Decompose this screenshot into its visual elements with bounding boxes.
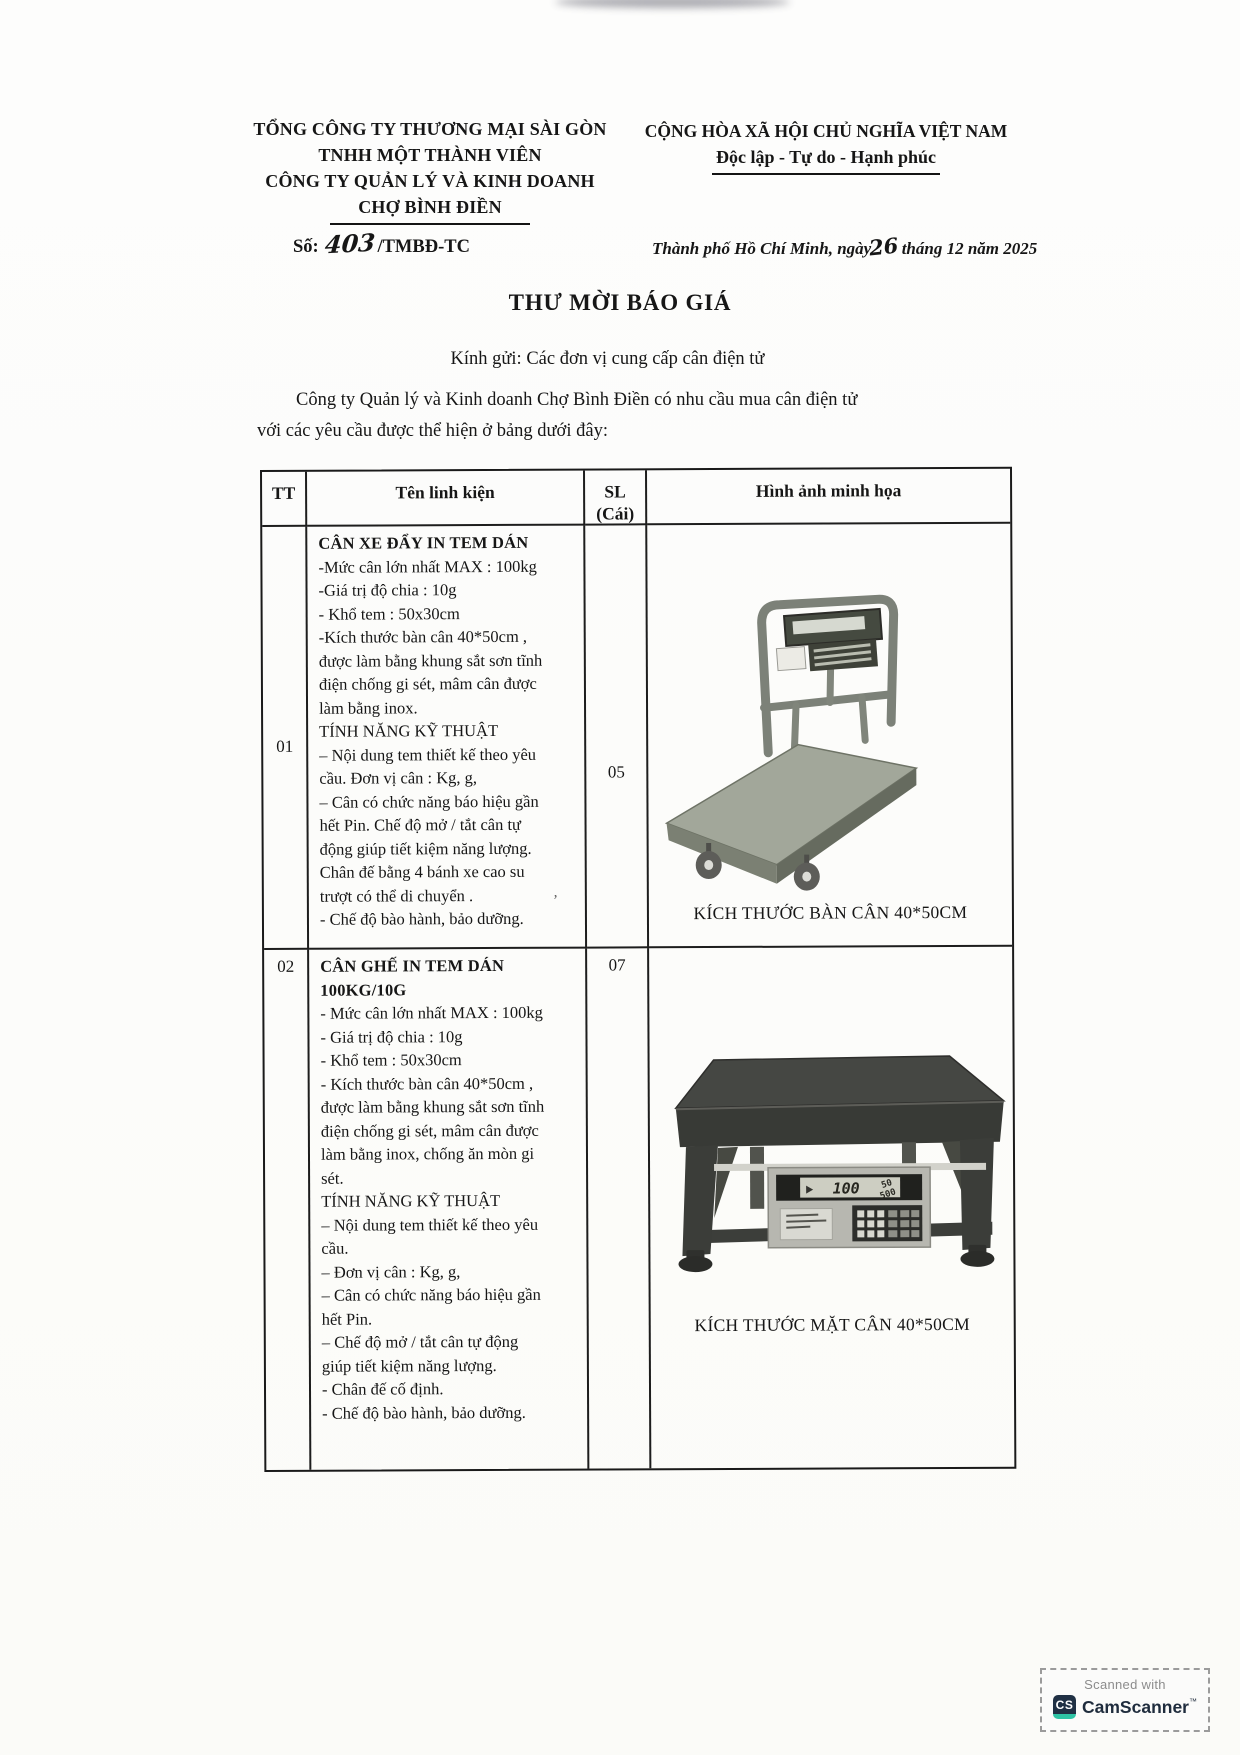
scanned-with-label: Scanned with	[1084, 1677, 1166, 1692]
col-header-qty-line2: (Cái)	[596, 503, 635, 524]
spec-table	[260, 467, 1016, 1472]
document-title: THƯ MỜI BÁO GIÁ	[508, 290, 732, 315]
svg-text:50: 50	[880, 1178, 894, 1191]
row2-image-cell	[649, 947, 1014, 1469]
camscanner-logo-icon: CS	[1053, 1695, 1076, 1719]
row1-qty: 05	[585, 525, 649, 948]
scan-artifact-tick: ʼ	[553, 893, 558, 909]
row2-tt: 02	[264, 950, 311, 1470]
camscanner-brand: CamScanner™	[1082, 1696, 1197, 1717]
dateline-handwritten-day: 26	[867, 232, 900, 261]
row2-qty: 07	[587, 948, 651, 1468]
doc-no-suffix: /TMBĐ-TC	[377, 237, 470, 257]
svg-text:500: 500	[878, 1187, 898, 1202]
scan-artifact-smudge	[555, 0, 790, 8]
row2-name-cell: CÂN GHẾ IN TEM DÁN 100KG/10G - Mức cân lớn nhất MAX : 100kg - Giá trị độ chia : 10g - Khổ tem : 50x30cm - Kích thước bàn cân 40*50cm , được làm bằng khung sắt sơn tĩnh điện chống gi sét, mâm cân được làm bằng inox, chống ăn mòn gi sét. TÍNH NĂNG KỸ THUẬT – Nội dung tem thiết kế theo yêu cầu. – Đơn vị cân : Kg, g, – Cân có chức năng báo hiệu gần hết Pin. – Chế độ mở / tắt cân tự động giúp tiết kiệm năng lượng. - Chân đế cố định. - Chế độ bào hành, bảo dưỡng.	[309, 949, 589, 1470]
greeting-line: Kính gửi: Các đơn vị cung cấp cân điện tử	[450, 349, 765, 369]
intro-line-2: với các yêu cầu được thể hiện ở bảng dưới đây:	[257, 421, 608, 441]
keypad-keys	[857, 1210, 884, 1237]
org-line-3: CÔNG TY QUẢN LÝ VÀ KINH DOANH	[265, 171, 595, 191]
document-number	[293, 229, 470, 258]
org-line-1: TỔNG CÔNG TY THƯƠNG MẠI SÀI GÒN	[253, 119, 607, 139]
org-line-4: CHỢ BÌNH ĐIỀN	[225, 194, 635, 225]
dateline	[652, 234, 1037, 259]
row1-name-cell: CÂN XE ĐẨY IN TEM DÁN -Mức cân lớn nhất MAX : 100kg -Giá trị độ chia : 10g - Khổ tem : 50x30cm -Kích thước bàn cân 40*50cm , được làm bằng khung sắt sơn tĩnh điện chống gi sét, mâm cân được làm bằng inox. TÍNH NĂNG KỸ THUẬT – Nội dung tem thiết kế theo yêu cầu. Đơn vị cân : Kg, g, – Cân có chức năng báo hiệu gần hết Pin. Chế độ mở / tắt cân tự động giúp tiết kiệm năng lượng. Chân đế bằng 4 bánh xe cao su trượt có thể di chuyển . - Chế độ bào hành, bảo dưỡng.	[307, 526, 587, 950]
col-header-qty	[585, 470, 647, 525]
doc-no-label: Số:	[293, 237, 319, 257]
col-header-qty-line1: SL	[604, 481, 626, 502]
dateline-post: tháng 12 năm 2025	[901, 239, 1038, 258]
row1-image-cell	[647, 524, 1012, 949]
trolley-scale-illustration	[648, 592, 1012, 894]
bench-scale-illustration	[650, 1047, 1014, 1289]
national-header-block	[640, 118, 1012, 175]
national-motto: Độc lập - Tự do - Hạnh phúc	[640, 144, 1012, 175]
doc-no-handwritten: 403	[324, 227, 377, 260]
org-block	[225, 116, 635, 225]
col-header-image: Hình ảnh minh họa	[647, 469, 1010, 526]
intro-line-1: Công ty Quản lý và Kinh doanh Chợ Bình Điền có nhu cầu mua cân điện tử	[296, 390, 858, 410]
keypad-keys-right	[888, 1210, 919, 1237]
display-reading-main: 100	[832, 1179, 860, 1198]
scale-display-head	[774, 609, 884, 674]
row1-image-caption: KÍCH THƯỚC BÀN CÂN 40*50CM	[693, 901, 968, 924]
camscanner-badge	[1040, 1668, 1210, 1732]
dateline-pre: Thành phố Hồ Chí Minh, ngày	[652, 239, 872, 258]
col-header-name: Tên linh kiện	[307, 471, 585, 527]
row1-tt: 01	[262, 527, 309, 950]
org-line-2: TNHH MỘT THÀNH VIÊN	[318, 145, 542, 165]
col-header-tt: TT	[262, 472, 307, 527]
national-line-1: CỘNG HÒA XÃ HỘI CHỦ NGHĨA VIỆT NAM	[644, 121, 1008, 141]
row2-image-caption: KÍCH THƯỚC MẶT CÂN 40*50CM	[694, 1313, 971, 1336]
scale-display-unit	[768, 1167, 930, 1248]
